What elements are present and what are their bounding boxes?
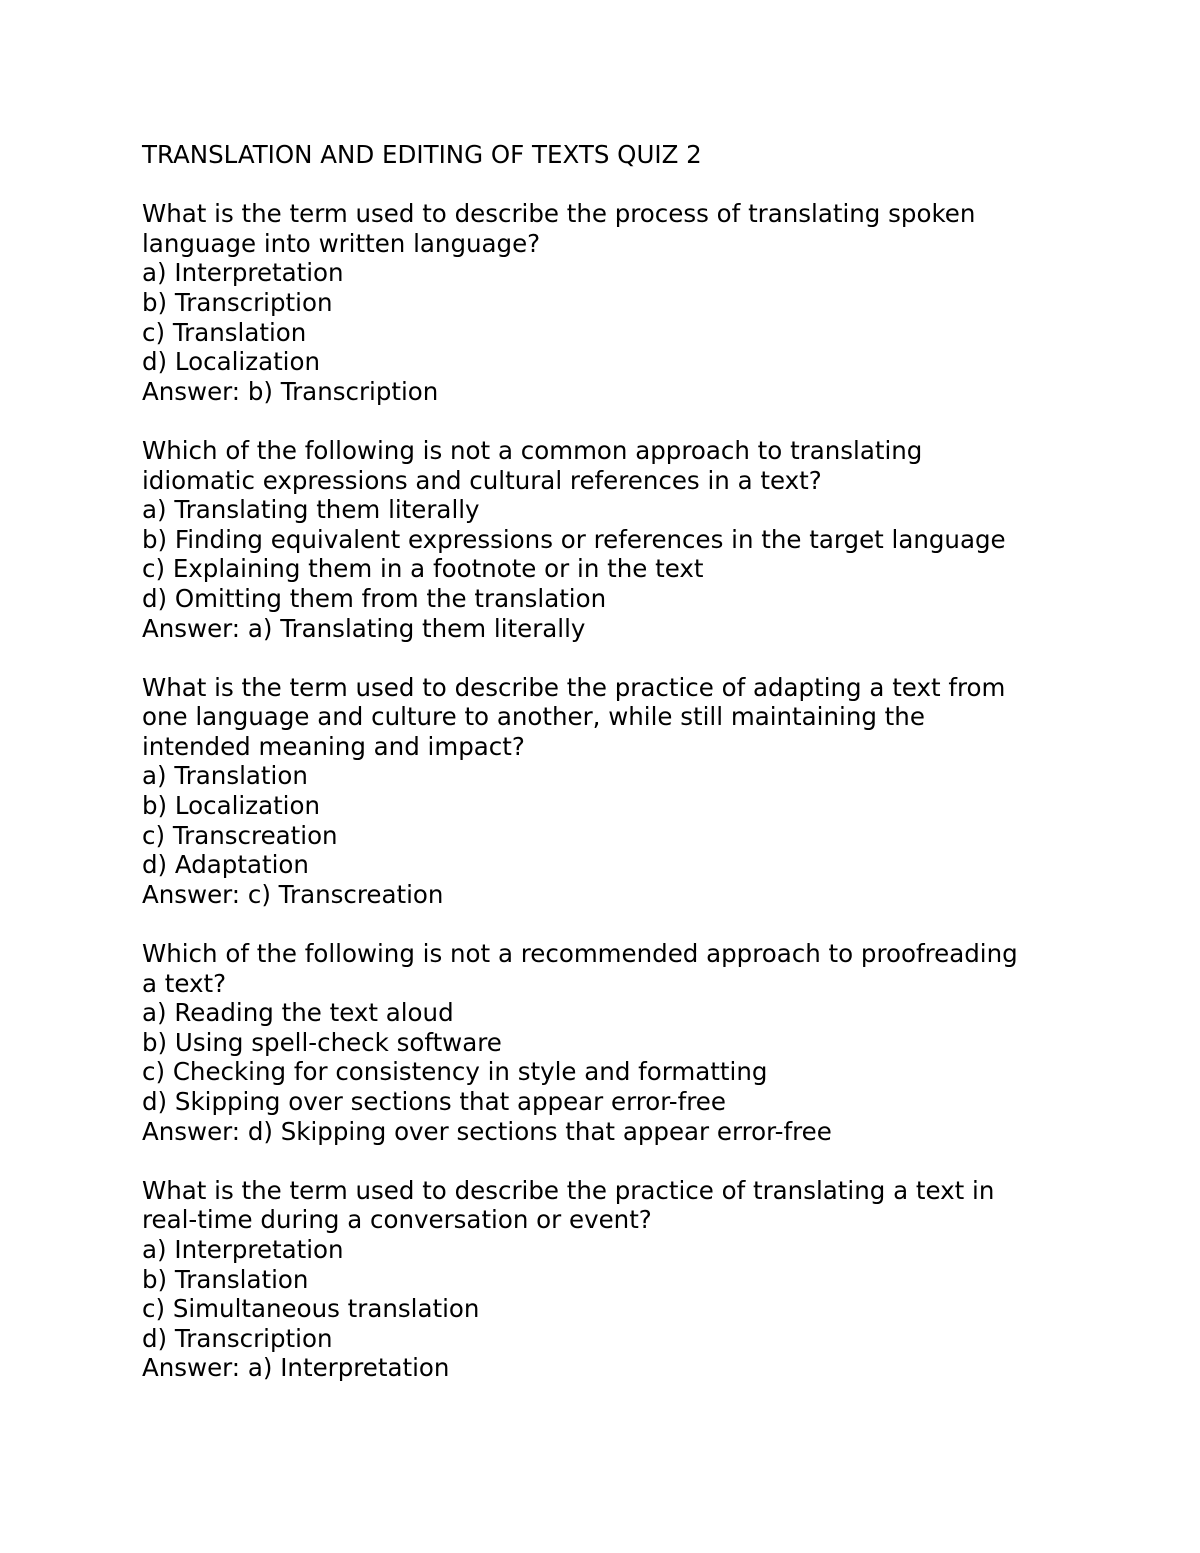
question-text-line: Which of the following is not a recommended approach to proofreading [142,939,1018,969]
answer-option: d) Skipping over sections that appear error-free [142,1087,726,1116]
question-block [142,673,1092,910]
question-block [142,199,1092,406]
question-text-line: idiomatic expressions and cultural references in a text? [142,465,822,495]
answer-option: b) Localization [142,791,321,821]
question-block [142,939,1092,1146]
answer-option: b) Transcription [142,287,333,317]
answer-option: c) Checking for consistency in style and formatting [142,1057,768,1087]
correct-answer: Answer: d) Skipping over sections that appear error-free [142,1116,832,1146]
answer-option: b) Translation [142,1264,309,1294]
correct-answer: Answer: a) Translating them literally [142,613,586,643]
question-block [142,436,1092,643]
answer-option: a) Reading the text aloud [142,998,454,1028]
answer-option: b) Finding equivalent expressions or references in the target language [142,524,1006,554]
question-text-line: What is the term used to describe the process of translating spoken [142,199,976,229]
question-text-line: What is the term used to describe the practice of translating a text in [142,1175,995,1205]
question-text-line: real-time during a conversation or event? [142,1205,652,1235]
answer-option: d) Localization [142,347,321,377]
correct-answer: Answer: b) Transcription [142,376,439,406]
correct-answer: Answer: a) Interpretation [142,1353,450,1383]
question-text-line: language into written language? [142,228,541,258]
document-title: TRANSLATION AND EDITING OF TEXTS QUIZ 2 [142,140,702,169]
answer-option: c) Simultaneous translation [142,1294,480,1324]
answer-option: c) Translation [142,317,307,347]
answer-option: d) Transcription [142,1323,333,1353]
answer-option: d) Omitting them from the translation [142,583,607,613]
question-block [142,1176,1092,1383]
answer-option: c) Explaining them in a footnote or in the text [142,554,704,584]
answer-option: d) Adaptation [142,850,309,880]
answer-option: c) Transcreation [142,820,338,850]
question-text-line: intended meaning and impact? [142,731,525,761]
correct-answer: Answer: c) Transcreation [142,879,444,909]
document-page [142,140,1092,1413]
answer-option: a) Interpretation [142,258,344,288]
question-text-line: a text? [142,968,227,998]
question-text-line: one language and culture to another, while still maintaining the [142,702,925,732]
question-text-line: What is the term used to describe the practice of adapting a text from [142,672,1006,702]
answer-option: a) Translating them literally [142,495,480,525]
answer-option: b) Using spell-check software [142,1027,502,1057]
question-text-line: Which of the following is not a common approach to translating [142,435,923,465]
answer-option: a) Translation [142,761,308,791]
answer-option: a) Interpretation [142,1234,344,1264]
